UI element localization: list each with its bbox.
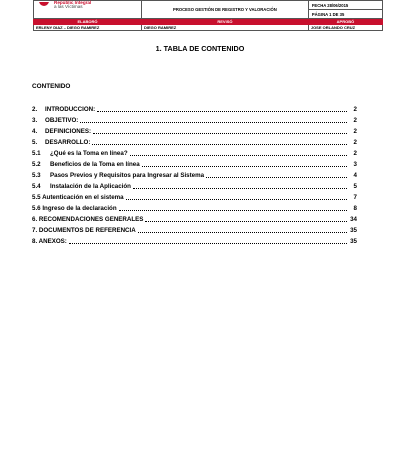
toc-entry-title: OBJETIVO: xyxy=(45,117,79,124)
name-aprobo: JOSE ORLANDO CRUZ xyxy=(308,25,382,31)
toc-entry-title: INTRODUCCION: xyxy=(45,106,96,113)
toc-entry[interactable] xyxy=(32,181,357,192)
toc-dot-leader xyxy=(93,128,347,134)
role-reviso: REVISÓ xyxy=(142,19,309,25)
toc-entry-number: 5.3 xyxy=(32,172,41,179)
toc-entry-page: 8 xyxy=(353,205,357,212)
toc-entry[interactable] xyxy=(32,126,357,137)
toc-entry-number: 4. xyxy=(32,128,38,135)
toc-entry[interactable] xyxy=(32,137,357,148)
toc-entry-number: 5.1 xyxy=(32,150,41,157)
toc-entry-title: 7. DOCUMENTOS DE REFERENCIA xyxy=(32,227,136,234)
toc-entry-number: 5.4 xyxy=(32,183,41,190)
toc-dot-leader xyxy=(69,238,347,244)
page-number: PÁGINA 1 DE 35 xyxy=(308,10,382,19)
toc-dot-leader xyxy=(97,106,347,112)
toc-entry-title: 5.5 Autenticación en el sistema xyxy=(32,194,124,201)
toc-entry[interactable] xyxy=(32,104,357,115)
toc-entry-title: 6. RECOMENDACIONES GENERALES xyxy=(32,216,144,223)
toc-entry[interactable] xyxy=(32,192,357,203)
toc-dot-leader xyxy=(130,150,347,156)
toc-entry-page: 2 xyxy=(353,117,357,124)
toc-entry-number: 3. xyxy=(32,117,38,124)
toc-entry-number: 5. xyxy=(32,139,38,146)
toc-entry-title: Instalación de la Aplicación xyxy=(50,183,131,190)
toc-entry-title: Pasos Previos y Requisitos para Ingresar al Sistema xyxy=(50,172,205,179)
role-aprobo: APROBÓ xyxy=(308,19,382,25)
document-header xyxy=(33,0,383,31)
toc-entry-page: 35 xyxy=(350,227,357,234)
toc-entry[interactable] xyxy=(32,115,357,126)
process-title: PROCESO GESTIÓN DE REGISTRO Y VALORACIÓN xyxy=(142,1,309,19)
toc-entry-title: 5.6 Ingreso de la declaración xyxy=(32,205,117,212)
toc-entry[interactable] xyxy=(32,236,357,247)
name-elaboro: ERLENY DIAZ – DIEGO RAMIREZ xyxy=(34,25,142,31)
document-date: FECHA 28/06/2015 xyxy=(308,1,382,10)
logo-cell xyxy=(34,1,142,19)
contents-label: CONTENIDO xyxy=(32,83,71,90)
toc-dot-leader xyxy=(119,205,347,211)
toc-entry[interactable] xyxy=(32,148,357,159)
name-reviso: DIEGO RAMIREZ xyxy=(142,25,309,31)
toc-entry-title: Beneficios de la Toma en línea xyxy=(50,161,140,168)
toc-entry-page: 35 xyxy=(350,238,357,245)
toc-entry-title: ¿Qué es la Toma en línea? xyxy=(50,150,128,157)
toc-dot-leader xyxy=(126,194,347,200)
toc-dot-leader xyxy=(80,117,347,123)
toc-entry-number: 5.2 xyxy=(32,161,41,168)
toc-entry-page: 3 xyxy=(353,161,357,168)
toc-entry-page: 5 xyxy=(353,183,357,190)
toc-dot-leader xyxy=(138,227,347,233)
toc-dot-leader xyxy=(142,161,347,167)
toc-entry-page: 2 xyxy=(353,128,357,135)
colombia-shield-icon xyxy=(38,1,50,7)
toc-dot-leader xyxy=(92,139,347,145)
toc-entry-page: 34 xyxy=(350,216,357,223)
toc-entry[interactable] xyxy=(32,225,357,236)
table-of-contents xyxy=(32,104,357,247)
toc-entry-page: 2 xyxy=(353,150,357,157)
organization-logo xyxy=(54,1,91,9)
role-elaboro: ELABORÓ xyxy=(34,19,142,25)
logo-line-2: a las Víctimas xyxy=(54,4,83,10)
toc-heading: 1. TABLA DE CONTENIDO xyxy=(155,44,245,53)
toc-dot-leader xyxy=(206,172,347,178)
toc-entry-page: 4 xyxy=(353,172,357,179)
toc-entry[interactable] xyxy=(32,203,357,214)
toc-entry[interactable] xyxy=(32,170,357,181)
toc-entry[interactable] xyxy=(32,159,357,170)
toc-dot-leader xyxy=(145,216,347,222)
logo-line-1: Repúblic Integral xyxy=(54,0,92,5)
toc-entry-title: DEFINICIONES: xyxy=(45,128,92,135)
toc-entry-page: 2 xyxy=(353,106,357,113)
toc-entry-title: 8. ANEXOS: xyxy=(32,238,67,245)
toc-entry-page: 7 xyxy=(353,194,357,201)
toc-entry[interactable] xyxy=(32,214,357,225)
toc-entry-title: DESARROLLO: xyxy=(45,139,91,146)
toc-entry-page: 2 xyxy=(353,139,357,146)
toc-entry-number: 2. xyxy=(32,106,38,113)
toc-dot-leader xyxy=(133,183,347,189)
